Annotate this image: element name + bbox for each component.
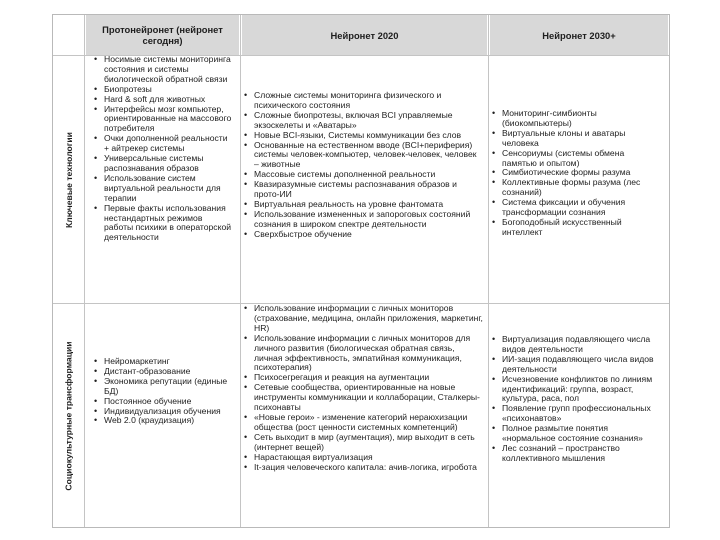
header-col-protoneuronet [86,15,239,55]
row-label-sociocultural [53,304,84,527]
list-item: • Интерфейсы мозг компьютер, ориентированные на массового потребителя [93,105,233,135]
list-item: • Использование информации с личных мониторов для личного развития (биологическая обратная связь, личная эффективность, эмпатийная коммуникация, психотерапия) [243,334,483,374]
list-item: • Индивидуализация обучения [93,407,233,417]
list-item: • Очки дополненной реальности + айтрекер системы [93,134,233,154]
list-item: • Лес сознаний – пространство коллективного мышления [491,444,657,464]
grid-divider-col1 [240,15,241,527]
list-item: • Квазиразумные системы распознавания образов и прото-ИИ [243,180,483,200]
grid-divider-col2 [488,15,489,527]
list-item: • «Новые герои» - изменение категорий нераюхизации общества (рост ценности системных компетенций) [243,413,483,433]
list-item: • Hard & soft для животных [93,95,233,105]
list-item: • Сетевые сообщества, ориентированные на новые инструменты коммуникации и коллаборации, Сталкеры- психонавты [243,383,483,413]
list-item: • It-зация человеческого капитала: ачив-логика, игробота [243,463,483,473]
list-item: • Виртуальные клоны и аватары человека [491,129,657,149]
list-item: • Виртуализация подавляющего числа видов деятельности [491,335,657,355]
grid-divider-label [84,15,85,527]
list-item: • Сложные биопротезы, включая BCI управляемые экзоскелеты и «Аватары» [243,111,483,131]
list-item: • Богоподобный искусственный интеллект [491,218,657,238]
list-item: • Полное размытие понятия «нормальное состояние сознания» [491,424,657,444]
list-item: • Носимые системы мониторинга состояния и системы биологической обратной связи [93,55,233,85]
header-col-neuronet-2030-text: Нейронет 2030+ [542,29,616,41]
list-item: • Сеть выходит в мир (аугментация), мир выходит в сеть (интернет вещей) [243,433,483,453]
key-tech-col1-list [93,55,233,243]
list-item: • Постоянное обучение [93,397,233,407]
key-tech-col2-list [243,91,483,240]
list-item: • Нарастающая виртуализация [243,453,483,463]
sociocultural-col2-list [243,304,483,472]
list-item: • Сенсориумы (системы обмена памятью и опытом) [491,149,657,169]
list-item: • Психосегрегация и реакция на аугментации [243,373,483,383]
list-item: • Биопротезы [93,85,233,95]
list-item: • Массовые системы дополненной реальности [243,170,483,180]
list-item: • Дистант-образование [93,367,233,377]
header-col-protoneuronet-text: Протонейронет (нейронет сегодня) [102,24,223,46]
key-tech-col3-list [491,109,657,238]
list-item: • Использование систем виртуальной реальности для терапии [93,174,233,204]
sociocultural-col1-list [93,357,233,426]
header-col-neuronet-2030 [490,15,668,55]
list-item: • Нейромаркетинг [93,357,233,367]
list-item: • Web 2.0 (краудизация) [93,416,233,426]
list-item: • Основанные на естественном вводе (BCI+периферия) системы человек-компьютер, человек-человек, человек – животные [243,141,483,171]
header-col-neuronet-2020-text: Нейронет 2020 [330,29,399,41]
list-item: • Мониторинг-симбионты (биокомпьютеры) [491,109,657,129]
list-item: • Универсальные системы распознавания образов [93,154,233,174]
list-item: • Виртуальная реальность на уровне фантомата [243,200,483,210]
row-label-key-technologies-text: Ключевые технологии [63,131,74,228]
list-item: • Использование информации с личных мониторов (страхование, медицина, онлайн приложения, маркетинг, HR) [243,304,483,334]
list-item: • Сложные системы мониторинга физического и психического состояния [243,91,483,111]
list-item: • Использование измененных и запороговых состояний сознания в широком спектре деятельности [243,210,483,230]
list-item: • Коллективные формы разума (лес сознаний) [491,178,657,198]
header-col-neuronet-2020 [242,15,487,55]
list-item: • Система фиксации и обучения трансформации сознания [491,198,657,218]
list-item: • Исчезновение конфликтов по линиям идентификаций: группа, возраст, культура, раса, пол [491,375,657,405]
list-item: • ИИ-зация подавляющего числа видов деятельности [491,355,657,375]
row-label-sociocultural-text: Социокультурные трансформации [63,340,74,491]
list-item: • Экономика репутации (единые БД) [93,377,233,397]
comparison-table [52,14,670,528]
list-item: • Сверхбыстрое обучение [243,230,483,240]
list-item: • Появление групп профессиональных «психонавтов» [491,404,657,424]
list-item: • Новые BCI-языки, Системы коммуникации без слов [243,131,483,141]
list-item: • Симбиотические формы разума [491,168,657,178]
list-item: • Первые факты использования нестандартных режимов работы психики в операторской деятельности [93,204,233,244]
sociocultural-col3-list [491,335,657,464]
row-label-key-technologies [53,56,84,303]
